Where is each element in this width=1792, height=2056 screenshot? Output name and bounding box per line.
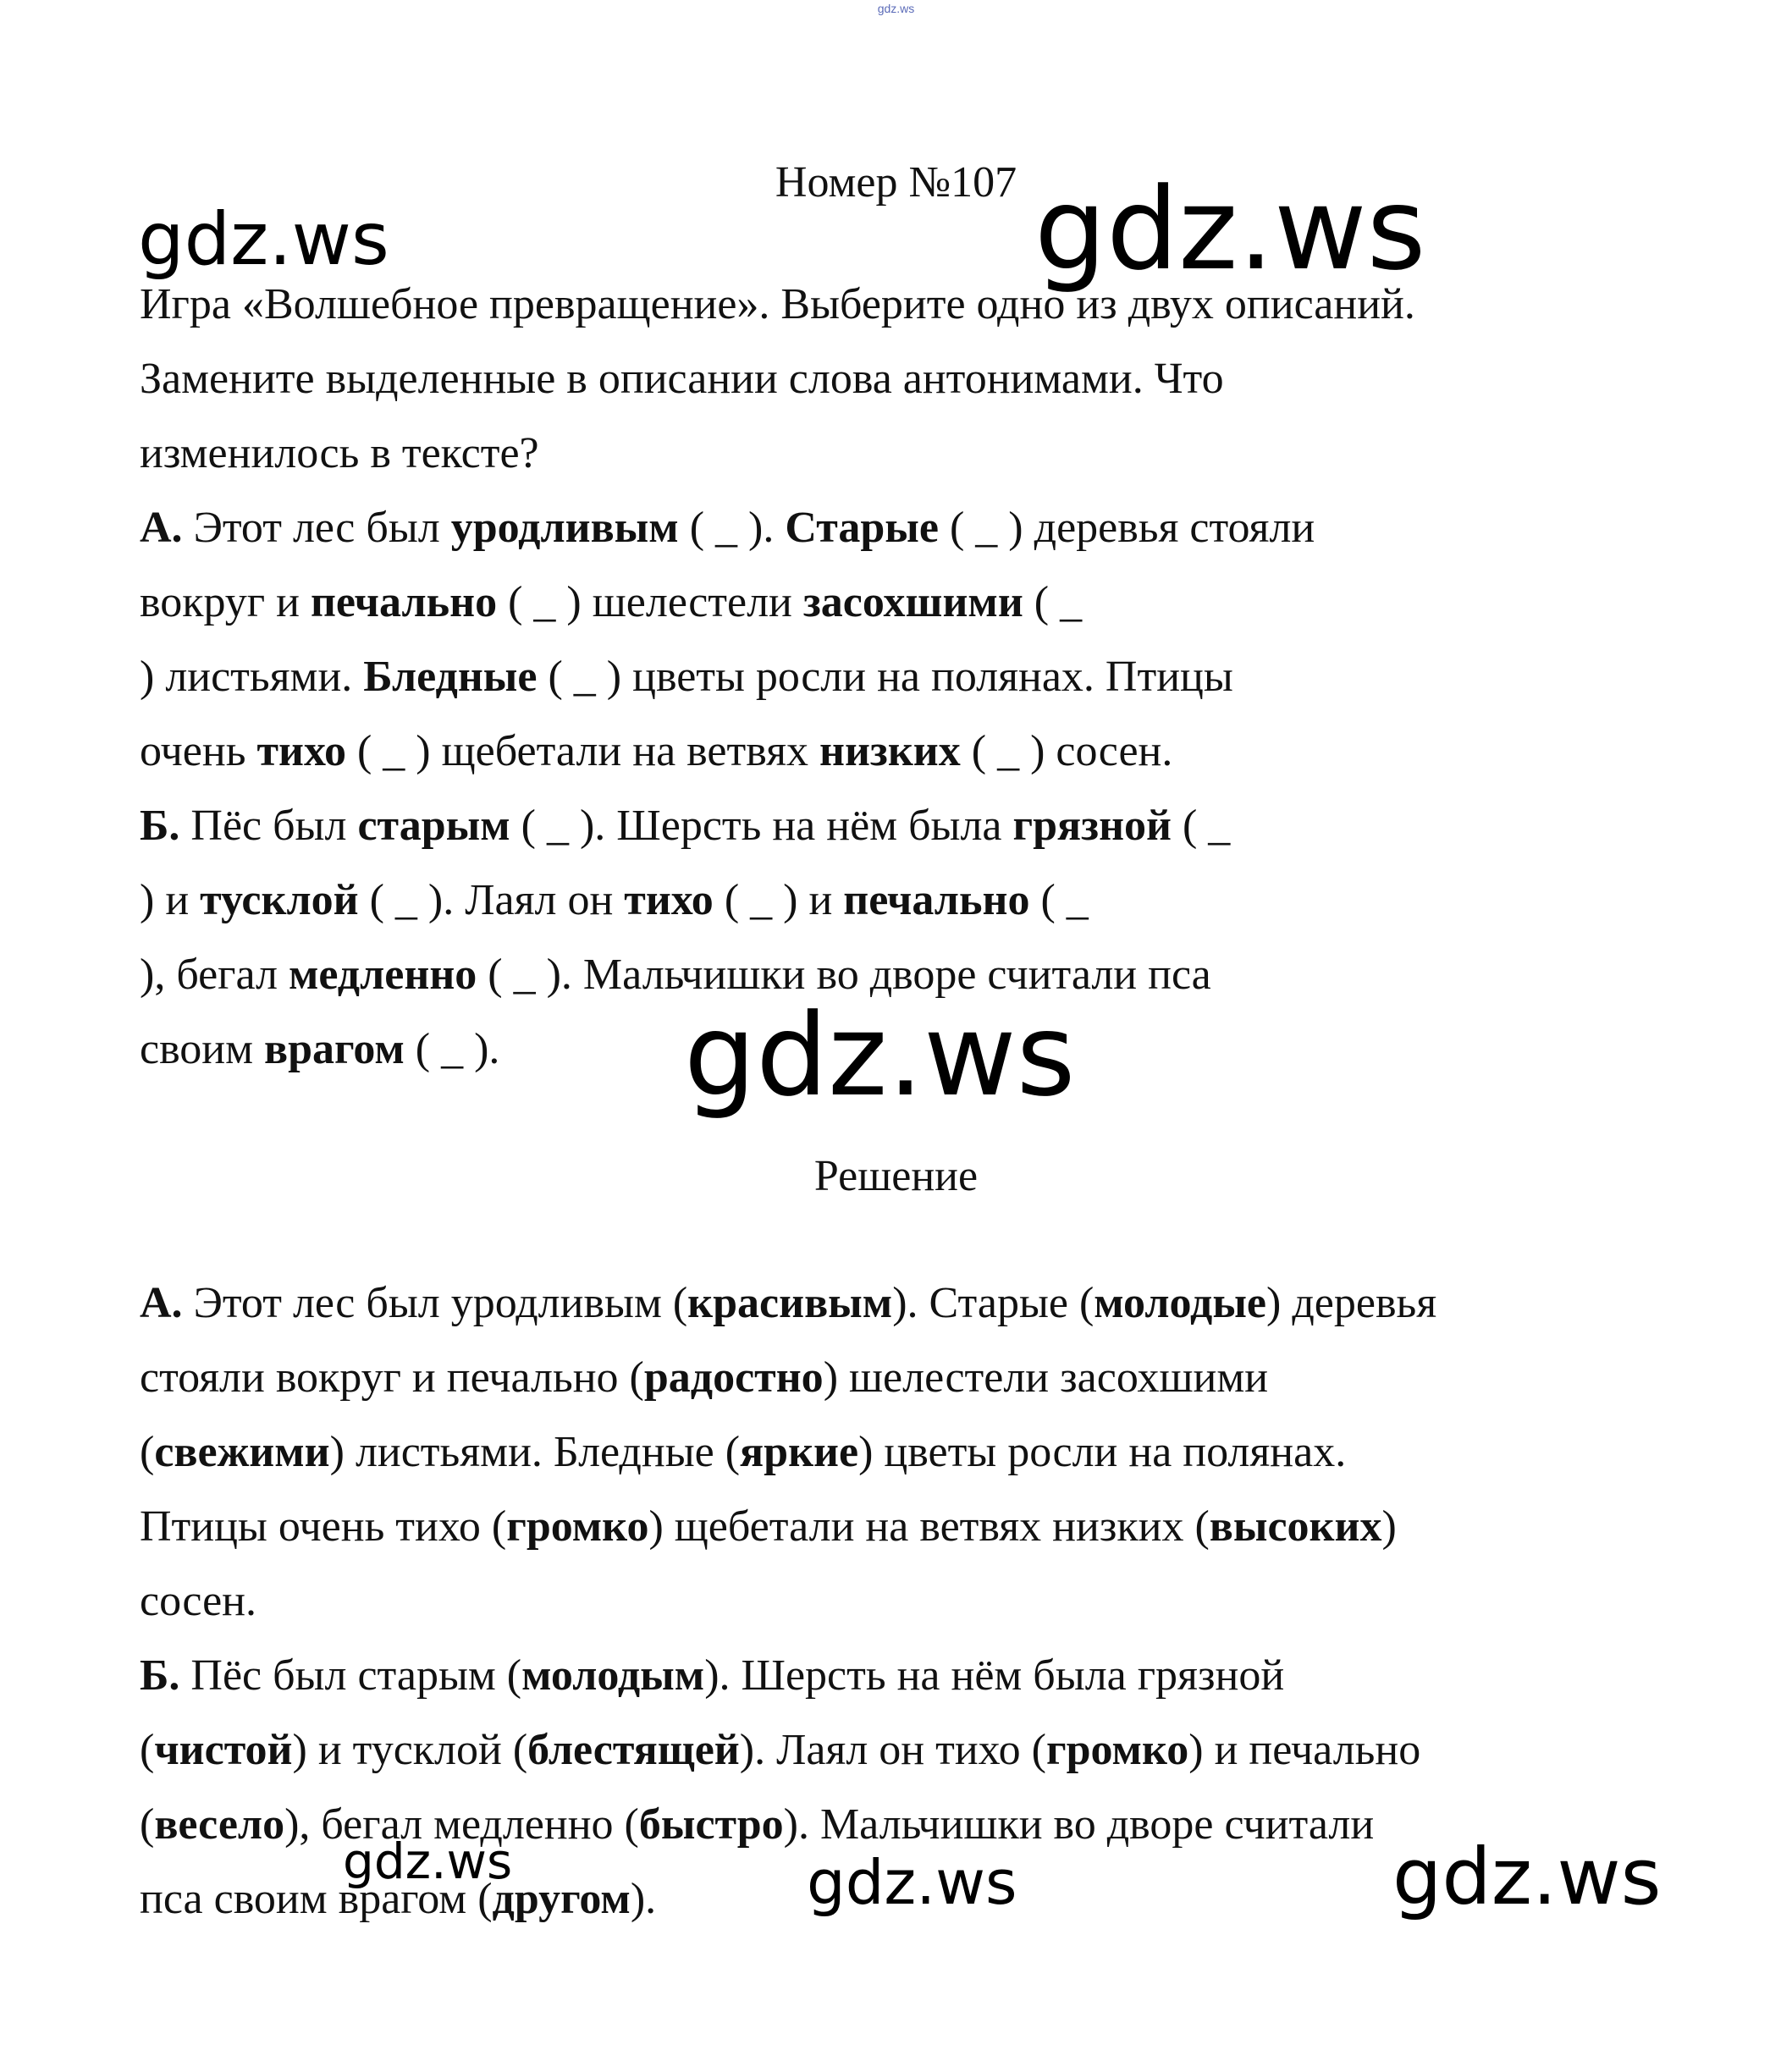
solution-a-marker: А. [140, 1279, 183, 1327]
highlighted-word: Бледные [363, 653, 538, 701]
highlighted-word: Старые [785, 504, 939, 552]
solution-a-line: Птицы очень тихо (громко) щебетали на ветвях низких (высоких) [140, 1502, 1397, 1551]
solution-b-line: (чистой) и тусклой (блестящей). Лаял он тихо (громко) и печально [140, 1726, 1421, 1774]
antonym-word: молодым [521, 1651, 705, 1700]
task-intro-line: Игра «Волшебное превращение». Выберите одно из двух описаний. [140, 280, 1415, 328]
task-b-line: своим врагом ( _ ). [140, 1025, 500, 1073]
task-a-line: очень тихо ( _ ) щебетали на ветвях низких ( _ ) сосен. [140, 727, 1173, 775]
task-a-line: вокруг и печально ( _ ) шелестели засохшими ( _ [140, 578, 1083, 626]
antonym-word: весело [154, 1800, 285, 1849]
antonym-word: чистой [154, 1726, 293, 1774]
antonym-word: громко [506, 1502, 649, 1551]
solution-b-marker: Б. [140, 1651, 180, 1700]
antonym-word: молодые [1094, 1279, 1267, 1327]
watermark: gdz.ws [684, 989, 1076, 1122]
highlighted-word: тихо [256, 727, 346, 775]
task-text [140, 267, 1663, 1087]
task-intro-line: изменилось в тексте? [140, 429, 539, 477]
solution-a-line: стояли вокруг и печально (радостно) шелестели засохшими [140, 1353, 1269, 1402]
task-a-line: А. Этот лес был уродливым ( _ ). Старые ( _ ) деревья стояли [140, 504, 1315, 552]
highlighted-word: низких [819, 727, 961, 775]
task-intro-line: Замените выделенные в описании слова антонимами. Что [140, 355, 1224, 403]
antonym-word: высоких [1209, 1502, 1382, 1551]
watermark: gdz.ws [1392, 1832, 1662, 1922]
highlighted-word: тусклой [200, 876, 359, 924]
watermark: gdz.ws [138, 197, 389, 282]
solution-b-line: Б. Пёс был старым (молодым). Шерсть на нём была грязной [140, 1651, 1285, 1700]
task-b-line: ), бегал медленно ( _ ). Мальчишки во дворе считали пса [140, 951, 1211, 999]
solution-b-line: (весело), бегал медленно (быстро). Мальчишки во дворе считали [140, 1800, 1375, 1849]
watermark: gdz.ws [343, 1833, 513, 1890]
solution-a-line: А. Этот лес был уродливым (красивым). Старые (молодые) деревья [140, 1279, 1437, 1327]
highlighted-word: уродливым [450, 504, 679, 552]
antonym-word: громко [1046, 1726, 1189, 1774]
watermark: gdz.ws [1034, 163, 1426, 295]
task-a-line: ) листьями. Бледные ( _ ) цветы росли на полянах. Птицы [140, 653, 1233, 701]
highlighted-word: медленно [288, 951, 477, 999]
solution-a-line: (свежими) листьями. Бледные (яркие) цветы росли на полянах. [140, 1428, 1347, 1476]
antonym-word: блестящей [527, 1726, 740, 1774]
highlighted-word: печально [310, 578, 498, 626]
antonym-word: свежими [154, 1428, 330, 1476]
watermark: gdz.ws [807, 1847, 1017, 1918]
page-title: Номер №107 [775, 158, 1017, 207]
task-b-marker: Б. [140, 802, 180, 850]
highlighted-word: печально [843, 876, 1030, 924]
antonym-word: радостно [643, 1353, 824, 1402]
solution-a-line: сосен. [140, 1577, 256, 1625]
task-b-line: ) и тусклой ( _ ). Лаял он тихо ( _ ) и печально ( _ [140, 876, 1089, 924]
antonym-word: яркие [740, 1428, 859, 1476]
highlighted-word: старым [357, 802, 510, 850]
solution-b-line: пса своим врагом (другом). [140, 1875, 657, 1923]
antonym-word: красивым [687, 1279, 893, 1327]
site-mark-top: gdz.ws [877, 2, 915, 15]
highlighted-word: грязной [1012, 802, 1172, 850]
highlighted-word: тихо [624, 876, 714, 924]
task-a-marker: А. [140, 504, 183, 552]
highlighted-word: врагом [264, 1025, 405, 1073]
antonym-word: другом [492, 1875, 631, 1923]
antonym-word: быстро [638, 1800, 784, 1849]
highlighted-word: засохшими [802, 578, 1023, 626]
solution-title: Решение [813, 1152, 979, 1200]
task-b-line: Б. Пёс был старым ( _ ). Шерсть на нём была грязной ( _ [140, 802, 1231, 850]
